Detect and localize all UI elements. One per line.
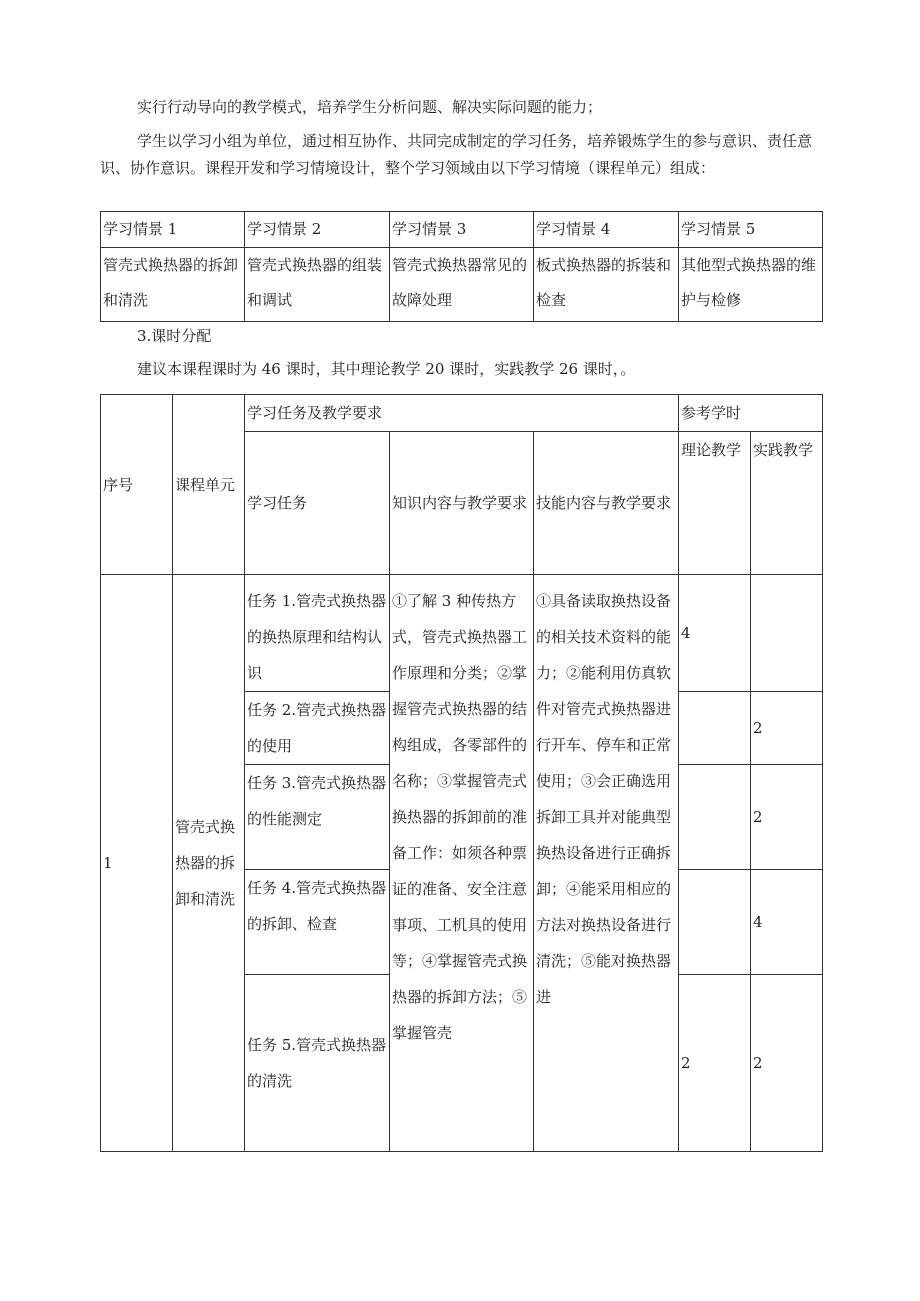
situation-content-5: 其他型式换热器的维护与检修 [679, 248, 823, 322]
task-4-theory [679, 870, 751, 975]
situation-header-3: 学习情景 3 [390, 212, 534, 248]
situations-header-row [101, 212, 823, 248]
header-skill: 技能内容与教学要求 [534, 432, 679, 575]
task-1-name: 任务 1.管壳式换热器的换热原理和结构认识 [245, 575, 390, 692]
task-row-1 [101, 575, 823, 692]
situation-header-2: 学习情景 2 [245, 212, 390, 248]
header-theory: 理论教学 [679, 432, 751, 575]
situations-content-row [101, 248, 823, 322]
task-5-name: 任务 5.管壳式换热器的清洗 [245, 975, 390, 1152]
task-3-name: 任务 3.管壳式换热器的性能测定 [245, 765, 390, 870]
task-3-theory [679, 765, 751, 870]
task-5-practice: 2 [751, 975, 823, 1152]
header-tasks-requirements: 学习任务及教学要求 [245, 395, 679, 432]
hours-header-row-1 [101, 395, 823, 432]
row-skill [534, 575, 679, 1152]
hours-allocation-table [100, 394, 823, 1152]
situation-content-3: 管壳式换热器常见的故障处理 [390, 248, 534, 322]
situation-header-5: 学习情景 5 [679, 212, 823, 248]
header-reference-hours: 参考学时 [679, 395, 823, 432]
section-title: 3.课时分配 [137, 327, 212, 345]
intro-paragraph-1: 实行行动导向的教学模式，培养学生分析问题、解决实际问题的能力； [137, 98, 603, 116]
row-knowledge [390, 575, 534, 1152]
situation-content-2: 管壳式换热器的组装和调试 [245, 248, 390, 322]
learning-situations-table [100, 211, 823, 322]
task-5-theory: 2 [679, 975, 751, 1152]
task-2-practice: 2 [751, 692, 823, 765]
task-3-practice: 2 [751, 765, 823, 870]
intro-paragraph-2: 学生以学习小组为单位，通过相互协作、共同完成制定的学习任务，培养锻炼学生的参与意识、责任意识、协作意识。课程开发和学习情境设计，整个学习领域由以下学习情境（课程单元）组成： [100, 132, 813, 177]
knowledge-text: ①了解 3 种传热方式，管壳式换热器工作原理和分类；②掌握管壳式换热器的结构组成，各零部件的名称；③掌握管壳式换热器的拆卸前的准备工作：如须各种票证的准备、安全注意事项、工机具的使用等；④掌握管壳式换热器的拆卸方法；⑤掌握管壳 [392, 592, 528, 1042]
header-task: 学习任务 [245, 432, 390, 575]
task-1-practice [751, 575, 823, 692]
skill-text: ①具备读取换热设备的相关技术资料的能力；②能利用仿真软件对管壳式换热器进行开车、停车和正常使用；③会正确选用拆卸工具并对能典型换热设备进行正确拆卸；④能采用相应的方法对换热设备进行清洗；⑤能对换热器进 [536, 592, 672, 1006]
row-unit: 管壳式换热器的拆卸和清洗 [173, 575, 245, 1152]
task-4-practice: 4 [751, 870, 823, 975]
header-knowledge: 知识内容与教学要求 [390, 432, 534, 575]
header-practice: 实践教学 [751, 432, 823, 575]
task-1-theory: 4 [679, 575, 751, 692]
situation-content-1: 管壳式换热器的拆卸和清洗 [101, 248, 245, 322]
task-2-theory [679, 692, 751, 765]
row-seq: 1 [101, 575, 173, 1152]
header-seq: 序号 [101, 395, 173, 575]
hours-summary: 建议本课程课时为 46 课时，其中理论教学 20 课时，实践教学 26 课时，。 [137, 360, 636, 378]
header-unit: 课程单元 [173, 395, 245, 575]
task-2-name: 任务 2.管壳式换热器的使用 [245, 692, 390, 765]
situation-content-4: 板式换热器的拆装和检查 [534, 248, 679, 322]
situation-header-1: 学习情景 1 [101, 212, 245, 248]
task-4-name: 任务 4.管壳式换热器的拆卸、检查 [245, 870, 390, 975]
situation-header-4: 学习情景 4 [534, 212, 679, 248]
